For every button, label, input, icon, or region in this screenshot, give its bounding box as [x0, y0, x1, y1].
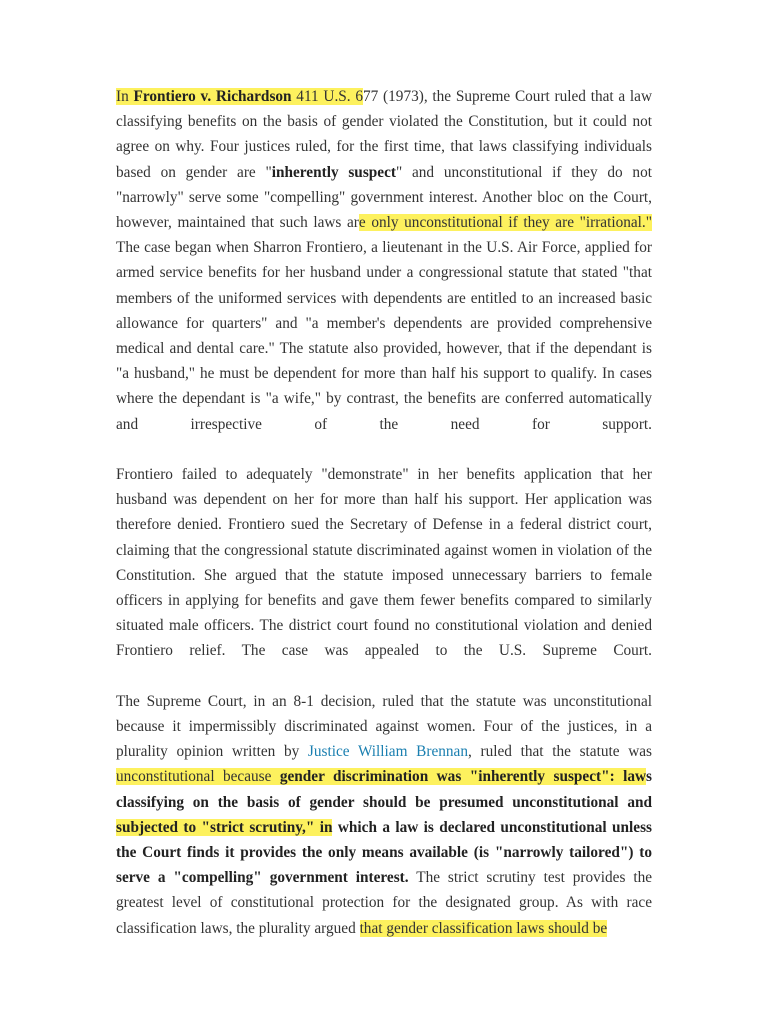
bold-phrase: which a law is declared unconstitutional unless the Court finds it provides the only means available (is "narrowly tailored") to serve a "compelling" government interest. — [116, 818, 652, 887]
text-run: In — [116, 88, 134, 105]
document-page — [116, 84, 652, 941]
paragraph-gap — [116, 437, 652, 462]
paragraph-gap — [116, 664, 652, 689]
bold-phrase: s classifying on the basis of gender should be presumed unconstitutional and — [116, 768, 652, 811]
text-run: The strict scrutiny test provides the greatest level of constitutional protection for the designated group. As with race classification laws, the plurality argued — [116, 869, 653, 937]
link-justice-brennan[interactable]: Justice William Brennan — [307, 743, 468, 761]
highlighted-phrase: that gender classification laws should be — [359, 919, 608, 937]
paragraph-supreme-court — [116, 689, 652, 941]
highlighted-bold-phrase: gender discrimination was "inherently suspect": law — [279, 768, 647, 786]
text-run: , ruled that the statute was — [467, 743, 652, 761]
highlighted-phrase: unconstitutional because — [116, 768, 280, 786]
text-run: Frontiero failed to adequately "demonstrate" in her benefits application that her husband was dependent on her for more than half his support. Her application was therefore denied. Frontiero sued the Secretary of Defense in a federal district court, claiming that the congressional statute discriminated against women in violation of the Constitution. She argued that the statute imposed unnecessary barriers to female officers in applying for benefits and gave them fewer benefits compared to similarly situated male officers. The district court found no constitutional violation and denied Frontiero relief. The case was appealed to the U.S. Supreme Court. — [116, 466, 652, 660]
highlighted-phrase: e only unconstitutional if they are "irrational." — [358, 214, 652, 232]
paragraph-lower-court — [116, 462, 652, 664]
text-run: The Supreme Court, in an 8-1 decision, ruled that the statute was unconstitutional because it impermissibly discriminated against women. Four of the justices, in a plurality opinion written by — [116, 692, 652, 761]
text-run: 77 (1973), the Supreme Court ruled that a law classifying benefits on the basis of gender violated the Constitution, but it could not agree on why. Four justices ruled, for the first time, that laws classifying individuals based on gender are " — [116, 88, 652, 181]
case-name: Frontiero v. Richardson — [133, 88, 292, 105]
citation: 411 U.S. 6 — [291, 88, 364, 105]
bold-phrase: inherently suspect — [271, 163, 396, 181]
highlighted-bold-phrase: subjected to "strict scrutiny," in — [116, 818, 333, 836]
text-run: " and unconstitutional if they do not "narrowly" serve some "compelling" government interest. Another bloc on the Court, however, maintained that such laws ar — [116, 163, 652, 232]
paragraph-case-intro — [116, 84, 652, 437]
text-run: The case began when Sharron Frontiero, a lieutenant in the U.S. Air Force, applied for armed service benefits for her husband under a congressional statute that stated "that members of the uniformed services with dependents are entitled to an increased basic allowance for quarters" and "a member's dependents are provided comprehensive medical and dental care." The statute also provided, however, that if the dependant is "a husband," he must be dependent for more than half his support to qualify. In cases where the dependant is "a wife," by contrast, the benefits are conferred automatically and irrespective of the need for support. — [116, 239, 652, 433]
